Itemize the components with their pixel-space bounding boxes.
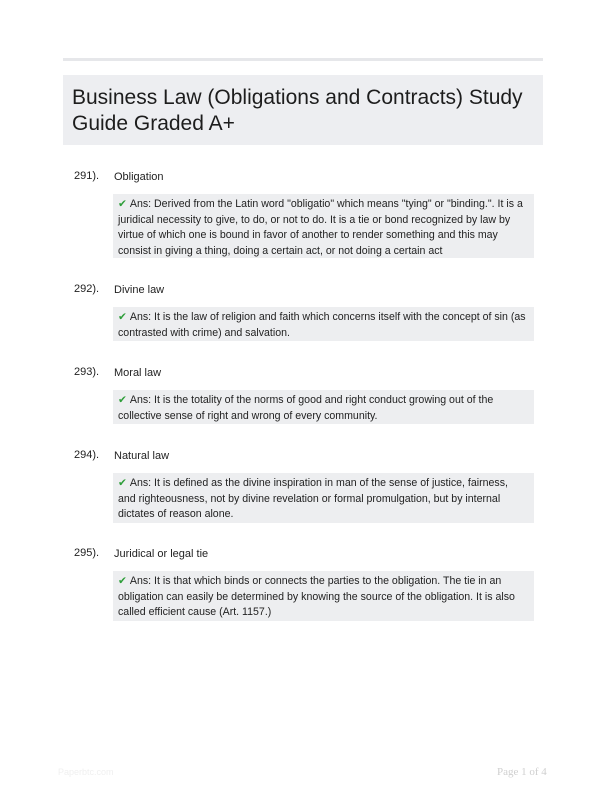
- question-number: 294).: [74, 449, 100, 461]
- question-number: 295).: [74, 547, 100, 559]
- answer-text: Ans: It is that which binds or connects the parties to the obligation. The tie in an obligation can easily be determined by knowing the source of the obligation. It is also called efficient cause (Art. 1157.): [118, 575, 515, 619]
- question-number: 291).: [74, 170, 100, 182]
- top-divider: [63, 58, 543, 61]
- question-term: Obligation: [114, 171, 164, 183]
- question-term: Divine law: [114, 284, 165, 296]
- check-icon: ✔: [118, 394, 127, 406]
- check-icon: ✔: [118, 477, 127, 489]
- check-icon: ✔: [118, 311, 127, 323]
- check-icon: ✔: [118, 198, 127, 210]
- footer-watermark: Paperbtc.com: [58, 767, 114, 777]
- answer-text: Ans: Derived from the Latin word "obligatio" which means "tying" or "binding.". It is a juridical necessity to give, to do, or not to do. It is a tie or bond recognized by law by virtue of which one is bound in favor of another to render something and this may consist in giving a thing, doing a certain act, or not doing a certain act: [118, 198, 523, 258]
- check-icon: ✔: [118, 575, 127, 587]
- question-term: Moral law: [114, 367, 162, 379]
- question-term: Juridical or legal tie: [114, 548, 209, 560]
- title-banner: [63, 75, 543, 145]
- question-number: 293).: [74, 366, 100, 378]
- answer-box: [113, 390, 534, 424]
- page-indicator: Page 1 of 4: [497, 766, 547, 778]
- document-title: Business Law (Obligations and Contracts) Study Guide Graded A+: [72, 86, 523, 135]
- answer-box: [113, 571, 534, 621]
- answer-box: [113, 194, 534, 258]
- question-number: 292).: [74, 283, 100, 295]
- answer-box: [113, 473, 534, 523]
- answer-text: Ans: It is the totality of the norms of good and right conduct growing out of the collective sense of right and wrong of every community.: [118, 394, 494, 422]
- question-term: Natural law: [114, 450, 170, 462]
- answer-box: [113, 307, 534, 341]
- answer-text: Ans: It is defined as the divine inspiration in man of the sense of justice, fairness, and righteousness, not by divine revelation or formal promulgation, but by internal dictates of reason alone.: [118, 477, 508, 521]
- answer-text: Ans: It is the law of religion and faith which concerns itself with the concept of sin (as contrasted with crime) and salvation.: [118, 311, 526, 339]
